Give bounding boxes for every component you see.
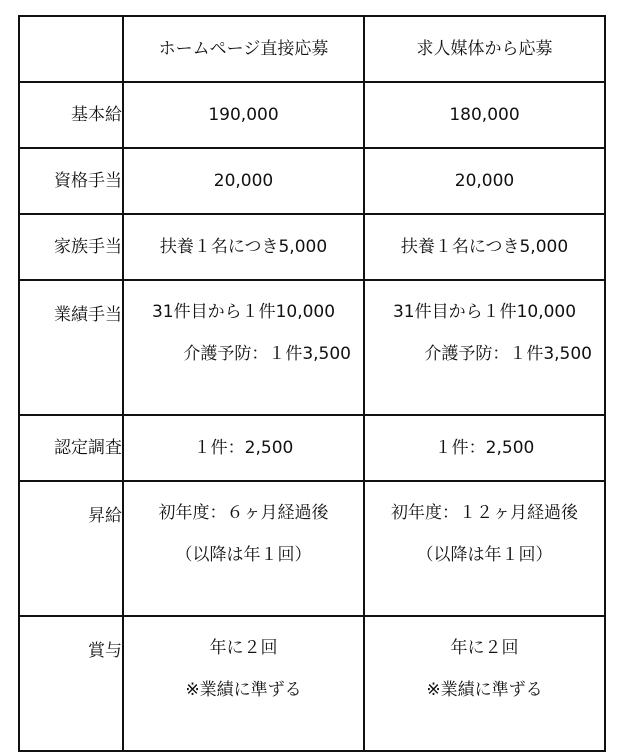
cell-value: 20,000 [123, 148, 364, 214]
cell-line: （以降は年１回） [175, 545, 312, 565]
cell-value [364, 280, 605, 415]
header-row [19, 16, 605, 82]
row-label-family-allowance: 家族手当 [19, 214, 123, 280]
cell-line: 介護予防：１件3,500 [183, 344, 351, 364]
cell-value [364, 481, 605, 616]
table-row [19, 214, 605, 280]
cell-line: ※業績に準ずる [426, 680, 543, 700]
cell-line: 初年度：１２ヶ月経過後 [391, 503, 578, 523]
cell-value [123, 481, 364, 616]
table-row [19, 616, 605, 751]
row-label-pay-raise: 昇給 [19, 481, 123, 616]
cell-line: 介護予防：１件3,500 [424, 344, 592, 364]
cell-line: 31件目から１件10,000 [151, 302, 336, 322]
table-row [19, 148, 605, 214]
cell-line: 年に２回 [450, 638, 519, 658]
cell-value [123, 280, 364, 415]
cell-line: ※業績に準ずる [185, 680, 302, 700]
row-label-qualification-allowance: 資格手当 [19, 148, 123, 214]
table-row [19, 415, 605, 481]
cell-value: １件：2,500 [123, 415, 364, 481]
header-blank-cell [19, 16, 123, 82]
cell-value: 扶養１名につき5,000 [364, 214, 605, 280]
cell-line: 初年度：６ヶ月経過後 [158, 503, 329, 523]
cell-line: （以降は年１回） [416, 545, 553, 565]
cell-value: 180,000 [364, 82, 605, 148]
row-label-certification-survey: 認定調査 [19, 415, 123, 481]
cell-value: 20,000 [364, 148, 605, 214]
cell-value [123, 616, 364, 751]
comparison-table [18, 15, 606, 752]
cell-value: 扶養１名につき5,000 [123, 214, 364, 280]
cell-value: 190,000 [123, 82, 364, 148]
cell-value: １件：2,500 [364, 415, 605, 481]
cell-line: 31件目から１件10,000 [392, 302, 577, 322]
row-label-performance-allowance: 業績手当 [19, 280, 123, 415]
cell-line: 年に２回 [209, 638, 278, 658]
row-label-bonus: 賞与 [19, 616, 123, 751]
header-homepage-application: ホームページ直接応募 [123, 16, 364, 82]
row-label-base-salary: 基本給 [19, 82, 123, 148]
table-row [19, 280, 605, 415]
table-row [19, 481, 605, 616]
cell-value [364, 616, 605, 751]
table-row [19, 82, 605, 148]
header-job-media-application: 求人媒体から応募 [364, 16, 605, 82]
